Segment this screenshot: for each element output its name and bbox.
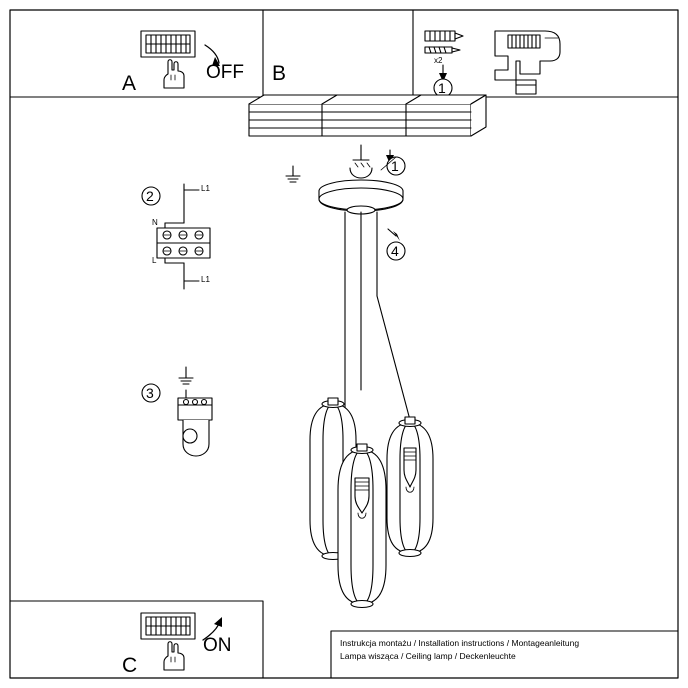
step2-terminal-label-l1-bottom: L1 <box>201 275 210 284</box>
panel-c-letter: C <box>122 654 138 677</box>
ceiling-callout-number: 1 <box>391 158 399 174</box>
step2-terminal-label-l: L <box>152 256 157 265</box>
footer-line-2: Lampa wisząca / Ceiling lamp / Deckenleuchte <box>340 651 516 661</box>
shade-center <box>338 444 386 608</box>
panel-a-state-label: OFF <box>206 62 244 83</box>
ceiling-graphic <box>249 95 486 136</box>
panel-a-letter: A <box>122 72 137 95</box>
panel-b-letter: B <box>272 62 287 85</box>
step1-number: 1 <box>438 80 446 96</box>
step2-terminal-label-n: N <box>152 218 158 227</box>
step1-quantity-label: x2 <box>434 56 443 65</box>
step2-number: 2 <box>146 188 154 204</box>
step3-number: 3 <box>146 385 154 401</box>
step4-number: 4 <box>391 243 399 259</box>
step2-terminal-label-l1-top: L1 <box>201 184 210 193</box>
shade-right <box>387 417 433 557</box>
footer-line-1: Instrukcja montażu / Installation instructions / Montageanleitung <box>340 638 580 648</box>
panel-c-state-label: ON <box>203 635 232 656</box>
